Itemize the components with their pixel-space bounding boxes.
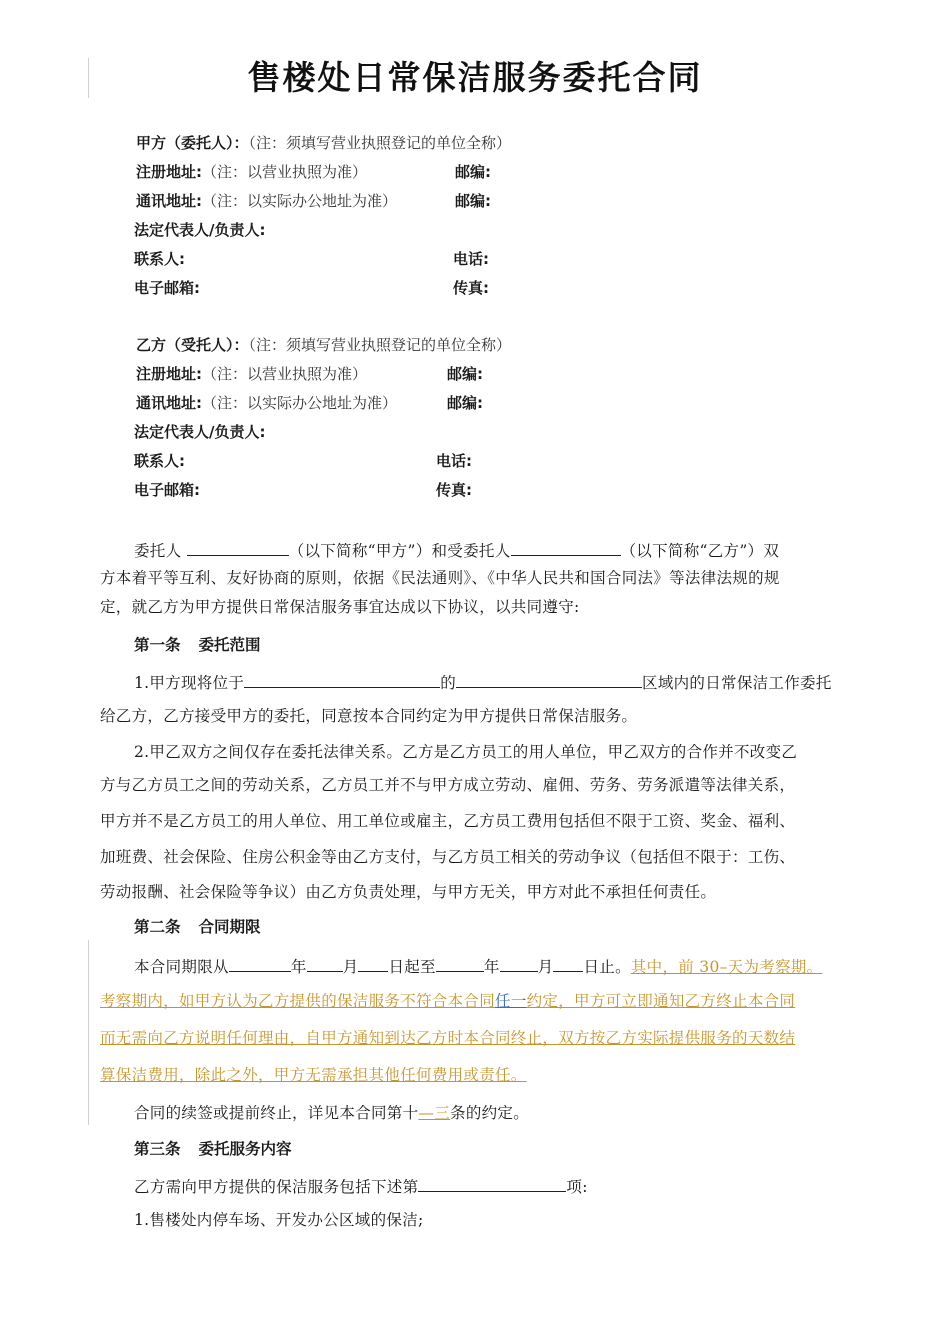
party-a-reg-addr-note: （注：以营业执照为准） [202, 163, 368, 181]
start-year-blank[interactable] [229, 953, 291, 972]
end-month-blank[interactable] [500, 953, 538, 972]
party-a-heading-note: （注：须填写营业执照登记的单位全称） [248, 134, 512, 152]
party-a-heading-row [136, 133, 511, 153]
preamble-text: （以下简称“甲方”）和受委托人 [288, 542, 511, 560]
art1-p1-line-1 [134, 669, 832, 693]
party-b-name-blank[interactable] [511, 537, 621, 556]
party-b-heading-note: （注：须填写营业执照登记的单位全称） [248, 336, 512, 354]
location-blank[interactable] [244, 669, 440, 688]
art1-p2-line-3: 甲方并不是乙方员工的用人单位、用工单位或雇主，乙方员工费用包括但不限于工资、奖金、福利、 [100, 812, 796, 830]
tracked-insertion: 算保洁费用，除此之外，甲方无需承担其他任何费用或责任。 [100, 1066, 527, 1084]
art1-p1-line-2: 给乙方，乙方接受甲方的委托，同意按本合同约定为甲方提供日常保洁服务。 [100, 707, 638, 725]
party-b-reg-zip-label: 邮编: [447, 365, 483, 383]
party-a-mail-addr-note: （注：以实际办公地址为准） [202, 192, 398, 210]
clause-text: 项: [566, 1178, 588, 1196]
clause-text: 的 [440, 674, 457, 692]
tracked-insertion: 考察期内，如甲方认为乙方提供的保洁服务不符合本合同 [100, 992, 496, 1010]
clause-text: 本合同期限从 [134, 958, 229, 976]
party-a-heading: 甲方（委托人）： [136, 134, 249, 152]
party-a-email-label: 电子邮箱: [134, 279, 200, 297]
tracked-insertion: 约定，甲方可立即通知乙方终止本合同 [526, 992, 796, 1010]
clause-text: 条的约定。 [450, 1104, 530, 1122]
party-a-phone-label: 电话: [453, 250, 489, 268]
article-number: 第三条 [134, 1140, 181, 1158]
preamble-text: 委托人 [134, 542, 182, 560]
page-title: 售楼处日常保洁服务委托合同 [247, 58, 703, 97]
start-month-blank[interactable] [307, 953, 343, 972]
article-number: 第二条 [134, 918, 181, 936]
party-b-mail-addr-label: 通讯地址: [136, 394, 202, 412]
party-b-mail-addr-note: （注：以实际办公地址为准） [202, 394, 398, 412]
service-items-blank[interactable] [418, 1173, 566, 1192]
art2-line-3 [100, 1026, 795, 1048]
party-b-heading: 乙方（受托人）： [136, 336, 249, 354]
art3-item-1: 1.售楼处内停车场、开发办公区域的保洁; [134, 1211, 424, 1229]
clause-text: 月 [342, 958, 359, 976]
party-a-reg-addr-row [136, 162, 367, 182]
clause-text: 1.甲方现将位于 [134, 674, 245, 692]
party-b-rep-label: 法定代表人/负责人: [134, 423, 266, 441]
party-a-fax-label: 传真: [453, 279, 489, 297]
end-day-blank[interactable] [553, 953, 583, 972]
art1-p2-line-4: 加班费、社会保险、住房公积金等由乙方支付，与乙方员工相关的劳动争议（包括但不限于：工伤、 [100, 848, 796, 866]
article-name: 委托范围 [198, 636, 261, 654]
party-a-reg-addr-label: 注册地址: [136, 163, 202, 181]
clause-text: 年 [290, 958, 307, 976]
preamble-line-1 [134, 537, 779, 561]
tracked-insertion: 而无需向乙方说明任何理由，自甲方通知到达乙方时本合同终止，双方按乙方实际提供服务的天数结 [100, 1029, 796, 1047]
clause-text: 区域内的日常保洁工作委托 [642, 674, 832, 692]
art2-line-4 [100, 1063, 527, 1085]
clause-text: 年 [483, 958, 500, 976]
party-b-phone-label: 电话: [436, 452, 472, 470]
end-year-blank[interactable] [436, 953, 484, 972]
area-blank[interactable] [456, 669, 642, 688]
party-a-name-blank[interactable] [187, 537, 289, 556]
party-b-heading-row [136, 335, 511, 355]
art1-p2-line-2: 方与乙方员工之间的劳动关系，乙方员工并不与甲方成立劳动、雇佣、劳务、劳务派遣等法律关系， [100, 776, 796, 794]
party-a-rep-label: 法定代表人/负责人: [134, 221, 266, 239]
tracked-insertion-blue: 任一 [495, 992, 527, 1010]
party-a-mail-addr-row [136, 191, 397, 211]
clause-text: 日起至 [388, 958, 436, 976]
clause-text: 合同的续签或提前终止，详见本合同第十 [134, 1104, 419, 1122]
preamble-line-3: 定，就乙方为甲方提供日常保洁服务事宜达成以下协议，以共同遵守: [100, 598, 580, 616]
article-number: 第一条 [134, 636, 181, 654]
party-b-mail-zip-label: 邮编: [447, 394, 483, 412]
art2-line-5 [134, 1101, 529, 1123]
art2-line-2 [100, 989, 795, 1011]
party-b-contact-label: 联系人: [134, 452, 185, 470]
article-name: 合同期限 [198, 918, 261, 936]
article-name: 委托服务内容 [198, 1140, 292, 1158]
art1-p2-line-1: 2.甲乙双方之间仅存在委托法律关系。乙方是乙方员工的用人单位，甲乙双方的合作并不改变乙 [134, 743, 798, 761]
preamble-line-2: 方本着平等互利、友好协商的原则，依据《民法通则》、《中华人民共和国合同法》等法律法规的规 [100, 569, 780, 587]
margin-line [88, 940, 89, 1125]
preamble-text: （以下简称“乙方”）双 [620, 542, 780, 560]
clause-text: 乙方需向甲方提供的保洁服务包括下述第 [134, 1178, 419, 1196]
article-2-heading [134, 915, 261, 937]
clause-text: 月 [537, 958, 554, 976]
tracked-insertion: —三 [418, 1104, 451, 1122]
party-a-mail-zip-label: 邮编: [455, 192, 491, 210]
party-b-fax-label: 传真: [436, 481, 472, 499]
article-1-heading [134, 633, 261, 655]
clause-text: 日止。 [583, 958, 631, 976]
tracked-insertion: 其中，前 30–天为考察期。 [630, 958, 823, 976]
party-b-reg-addr-note: （注：以营业执照为准） [202, 365, 368, 383]
party-a-reg-zip-label: 邮编: [455, 163, 491, 181]
party-a-contact-label: 联系人: [134, 250, 185, 268]
party-b-email-label: 电子邮箱: [134, 481, 200, 499]
start-day-blank[interactable] [358, 953, 388, 972]
art3-line-1 [134, 1173, 588, 1197]
party-b-reg-addr-row [136, 364, 367, 384]
art1-p2-line-5: 劳动报酬、社会保险等争议）由乙方负责处理，与甲方无关，甲方对此不承担任何责任。 [100, 883, 717, 901]
party-a-mail-addr-label: 通讯地址: [136, 192, 202, 210]
party-b-reg-addr-label: 注册地址: [136, 365, 202, 383]
party-b-mail-addr-row [136, 393, 397, 413]
article-3-heading [134, 1137, 292, 1159]
art2-line-1 [134, 953, 822, 977]
